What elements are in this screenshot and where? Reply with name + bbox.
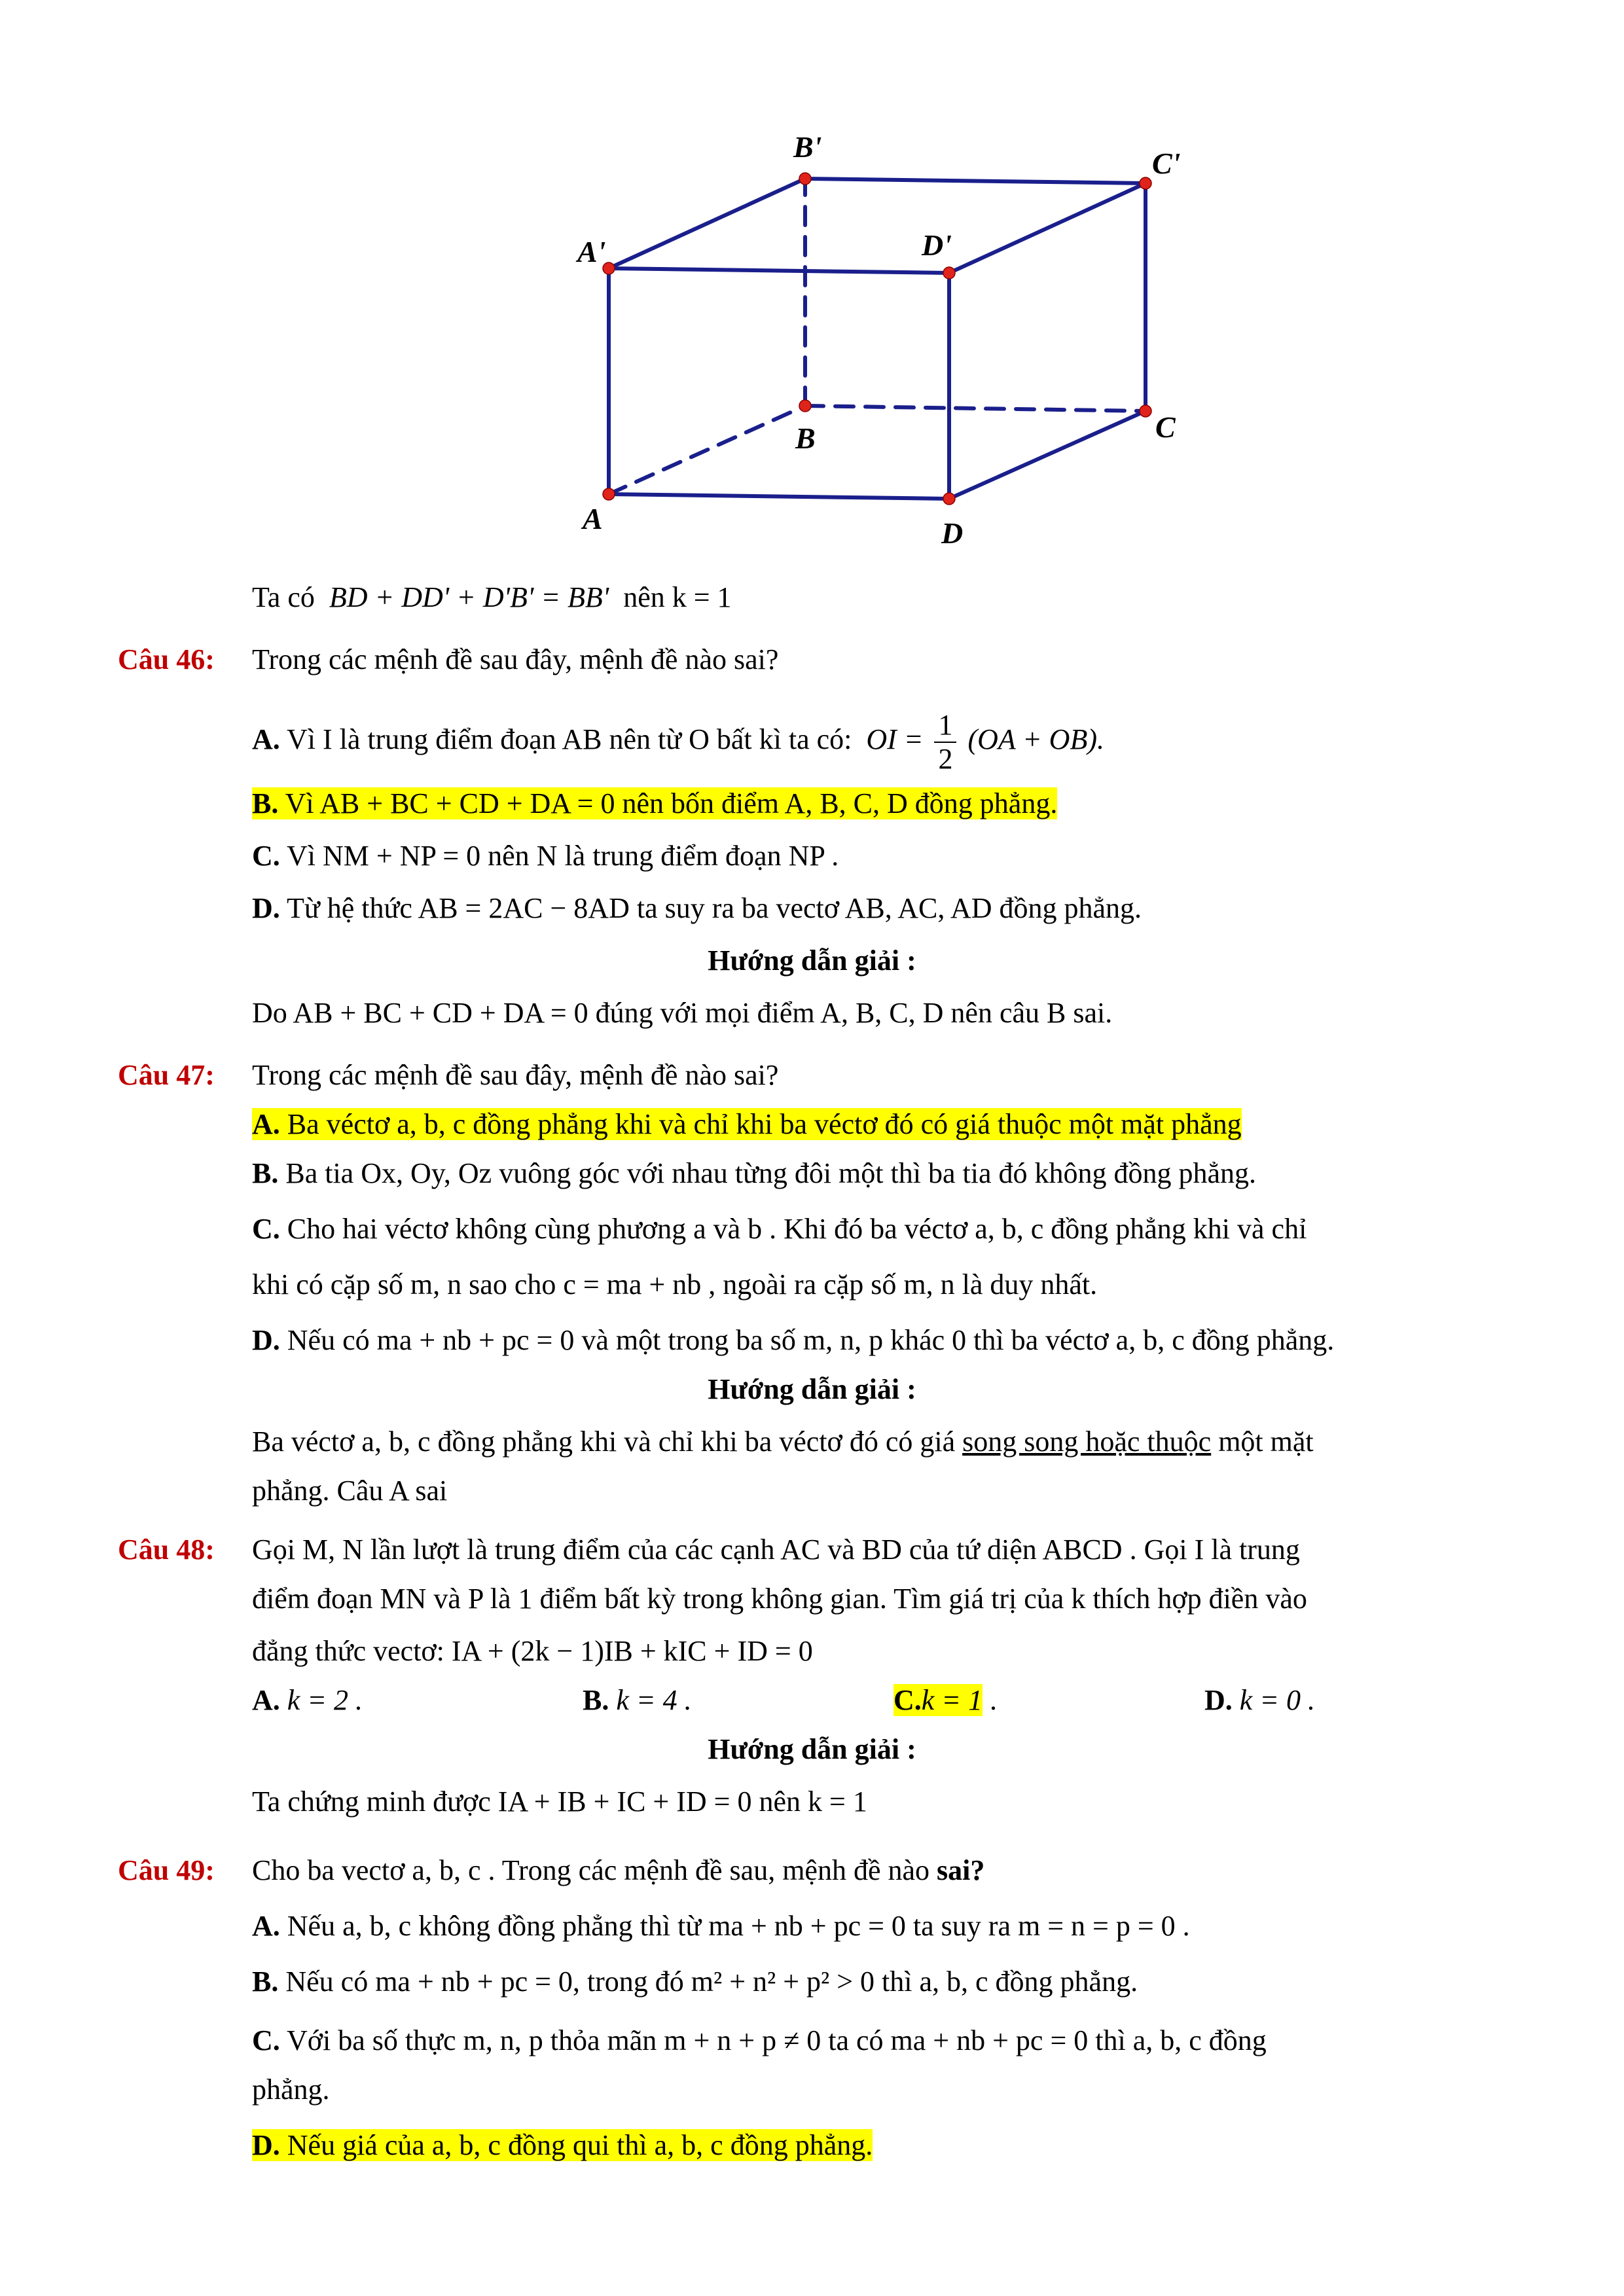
q48-label: Câu 48: <box>118 1534 215 1566</box>
q46-label: Câu 46: <box>118 643 215 675</box>
edge-D-C <box>949 411 1146 499</box>
point-A <box>603 488 615 500</box>
label-C: C <box>1155 410 1176 444</box>
q47-stem: Trong các mệnh đề sau đây, mệnh đề nào sai? <box>252 1059 779 1091</box>
point-D <box>943 493 955 505</box>
q47-option-C-line1 <box>252 1211 1307 1247</box>
label-A: A <box>583 502 603 535</box>
q49-stem-bold: sai? <box>937 1854 985 1886</box>
intro-line <box>252 579 732 616</box>
q46-C-key: C. <box>252 840 280 872</box>
q49-D-key: D. <box>252 2129 280 2161</box>
edge-A1-D1 <box>609 268 949 273</box>
label-D: D <box>941 516 964 550</box>
q46-B-text: Vì AB + BC + CD + DA = 0 nên bốn điểm A, B, C, D đồng phẳng. <box>285 787 1058 819</box>
q48-A-text: k = 2 . <box>287 1684 363 1716</box>
q46-A-formula-rhs: (OA + OB). <box>967 723 1104 755</box>
q47-guide-pre: Ba véctơ a, b, c đồng phẳng khi và chỉ khi ba véctơ đó có giá <box>252 1426 956 1458</box>
q47-guide-post: một mặt <box>1218 1426 1314 1458</box>
q48-C-key: C. <box>893 1684 922 1716</box>
edge-B-C-hidden <box>805 406 1146 411</box>
parallelepiped-figure <box>563 118 1218 563</box>
q49-option-B <box>252 1964 1138 2000</box>
q46-B-highlight <box>252 787 1057 819</box>
edge-B1-C1 <box>805 179 1146 183</box>
edge-D1-C1 <box>949 183 1146 273</box>
q47-A-text: Ba véctơ a, b, c đồng phẳng khi và chỉ khi ba véctơ đó có giá thuộc một mặt phẳng <box>287 1108 1242 1140</box>
q48-B-text: k = 4 . <box>616 1684 692 1716</box>
q49-option-C-line1 <box>252 2022 1267 2059</box>
q47-A-key: A. <box>252 1108 280 1140</box>
q48-stem-2: điểm đoạn MN và P là 1 điểm bất kỳ trong không gian. Tìm giá trị của k thích hợp điền vào <box>252 1583 1307 1615</box>
q48-option-B <box>583 1682 692 1719</box>
q46-stem: Trong các mệnh đề sau đây, mệnh đề nào sai? <box>252 643 779 675</box>
q46-option-B <box>252 785 1057 822</box>
q49-option-D <box>252 2127 873 2164</box>
intro-prefix: Ta có <box>252 581 315 613</box>
q47-B-text: Ba tia Ox, Oy, Oz vuông góc với nhau từng đôi một thì ba tia đó không đồng phẳng. <box>285 1157 1256 1189</box>
q48-A-key: A. <box>252 1684 280 1716</box>
q46-A-fraction <box>934 709 956 776</box>
q47-B-key: B. <box>252 1157 279 1189</box>
q48-D-text: k = 0 . <box>1239 1684 1316 1716</box>
q46-C-text: Vì NM + NP = 0 nên N là trung điểm đoạn NP . <box>287 840 839 872</box>
q48-option-C: C.k = 1 . <box>893 1684 998 1716</box>
point-B <box>799 400 811 412</box>
q48-option-A <box>252 1682 363 1719</box>
q47-option-B <box>252 1155 1256 1192</box>
q47-C-key: C. <box>252 1213 280 1245</box>
frac-numerator: 1 <box>934 709 956 743</box>
point-D1 <box>943 267 955 279</box>
q46-option-D <box>252 890 1142 927</box>
q48-guide-title: Hướng dẫn giải : <box>708 1733 916 1765</box>
q46-B-key: B. <box>252 787 279 819</box>
q49-label: Câu 49: <box>118 1854 215 1886</box>
q46-option-C <box>252 838 839 874</box>
q49-C-key: C. <box>252 2024 280 2056</box>
q48-C-text: k = 1 <box>921 1684 983 1716</box>
q46-A-formula-lhs: OI = <box>866 723 924 755</box>
q47-D-key: D. <box>252 1324 280 1356</box>
q47-option-C-line2: khi có cặp số m, n sao cho c = ma + nb , ngoài ra cặp số m, n là duy nhất. <box>252 1268 1098 1300</box>
q49-option-A <box>252 1908 1190 1945</box>
point-B1 <box>799 173 811 185</box>
label-A1: A' <box>577 235 606 268</box>
q48-C-highlight <box>893 1684 983 1716</box>
q49-C-text-1: Với ba số thực m, n, p thỏa mãn m + n + p ≠ 0 ta có ma + nb + pc = 0 thì a, b, c đồng <box>287 2024 1267 2056</box>
q47-guide-title: Hướng dẫn giải : <box>708 1373 916 1405</box>
frac-denominator: 2 <box>938 742 953 775</box>
q48-B-key: B. <box>583 1684 609 1716</box>
edge-A-D <box>609 494 949 499</box>
q48-guide: Ta chứng minh được IA + IB + IC + ID = 0 nên k = 1 <box>252 1785 867 1818</box>
parallelepiped-svg <box>563 118 1218 563</box>
point-C1 <box>1140 177 1151 189</box>
q49-A-text: Nếu a, b, c không đồng phẳng thì từ ma + nb + pc = 0 ta suy ra m = n = p = 0 . <box>287 1910 1190 1942</box>
q49-D-highlight <box>252 2129 873 2161</box>
edge-A-B-hidden <box>609 406 805 494</box>
q47-C-text-1: Cho hai véctơ không cùng phương a và b . Khi đó ba véctơ a, b, c đồng phẳng khi và chỉ <box>287 1213 1307 1245</box>
label-C1: C' <box>1152 147 1181 180</box>
q48-option-D <box>1204 1682 1315 1719</box>
q49-stem <box>252 1852 984 1889</box>
q46-guide: Do AB + BC + CD + DA = 0 đúng với mọi điểm A, B, C, D nên câu B sai. <box>252 997 1113 1029</box>
q47-option-D <box>252 1322 1334 1359</box>
q46-A-text: Vì I là trung điểm đoạn AB nên từ O bất kì ta có: <box>287 723 852 755</box>
q47-label: Câu 47: <box>118 1059 215 1091</box>
q46-D-key: D. <box>252 892 280 924</box>
q48-stem-3: đẳng thức vectơ: IA + (2k − 1)IB + kIC + ID = 0 <box>252 1635 813 1667</box>
point-C <box>1140 405 1151 417</box>
q47-guide-underlined: song song hoặc thuộc <box>962 1426 1212 1458</box>
q49-D-text: Nếu giá của a, b, c đồng qui thì a, b, c đồng phẳng. <box>287 2129 873 2161</box>
label-B: B <box>795 422 816 455</box>
q46-D-text: Từ hệ thức AB = 2AC − 8AD ta suy ra ba vectơ AB, AC, AD đồng phẳng. <box>287 892 1142 924</box>
intro-formula: BD + DD' + D'B' = BB' <box>329 581 609 613</box>
q49-option-C-line2: phẳng. <box>252 2073 330 2106</box>
q46-A-key: A. <box>252 723 280 755</box>
q47-option-A <box>252 1106 1242 1143</box>
q49-stem-text: Cho ba vectơ a, b, c . Trong các mệnh đề sau, mệnh đề nào <box>252 1854 930 1886</box>
q49-B-key: B. <box>252 1965 279 1998</box>
q48-stem-1: Gọi M, N lần lượt là trung điểm của các cạnh AC và BD của tứ diện ABCD . Gọi I là trung <box>252 1534 1300 1566</box>
q48-D-key: D. <box>1204 1684 1233 1716</box>
label-B1: B' <box>793 130 822 164</box>
intro-suffix: nên k = 1 <box>623 581 732 613</box>
q47-guide-line2: phẳng. Câu A sai <box>252 1475 448 1507</box>
q46-guide-title: Hướng dẫn giải : <box>708 944 916 977</box>
edge-A1-B1 <box>609 179 805 268</box>
q47-D-text: Nếu có ma + nb + pc = 0 và một trong ba số m, n, p khác 0 thì ba véctơ a, b, c đồng phẳng. <box>287 1324 1335 1356</box>
q47-guide-line1 <box>252 1424 1314 1460</box>
q49-B-text: Nếu có ma + nb + pc = 0, trong đó m² + n² + p² > 0 thì a, b, c đồng phẳng. <box>285 1965 1138 1998</box>
q47-A-highlight <box>252 1108 1242 1140</box>
q49-A-key: A. <box>252 1910 280 1942</box>
q46-option-A <box>252 704 1104 776</box>
label-D1: D' <box>922 228 952 262</box>
